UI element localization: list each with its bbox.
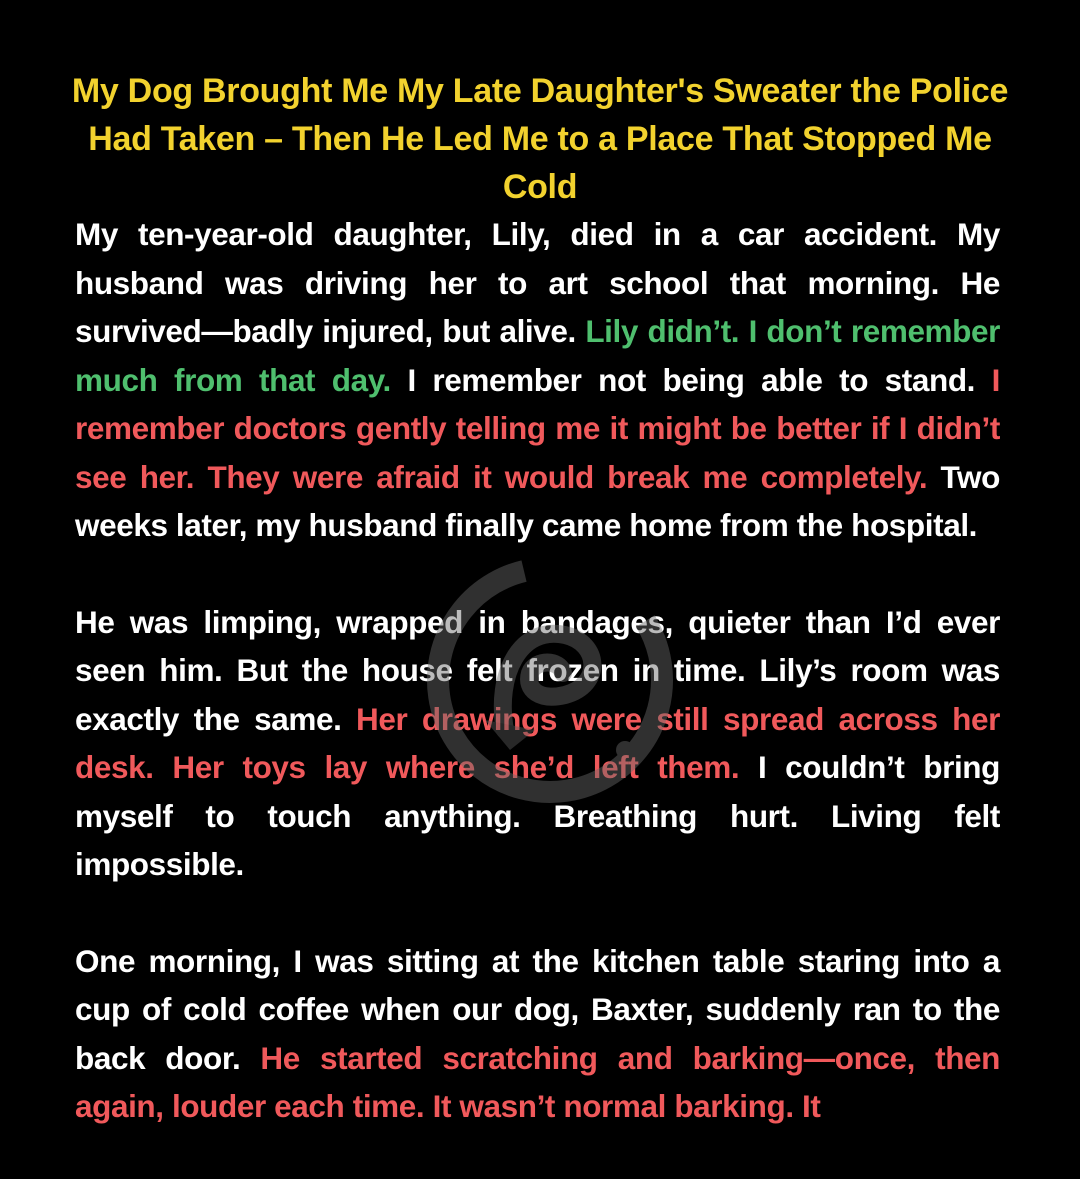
paragraph-2 <box>75 598 1000 889</box>
highlight-green-segment: Lily didn’t. I don’t remember much from that day. <box>75 313 1000 398</box>
text-segment: He was limping, wrapped in bandages, quieter than I’d ever seen him. But the house felt frozen in time. Lily’s room was exactly the same. <box>75 603 1000 737</box>
text-segment: My ten-year-old daughter, Lily, died in a car accident. My husband was driving her to art school that morning. He survived—badly injured, but alive. <box>75 216 1000 349</box>
text-segment: Two weeks later, my husband finally came home from the hospital. <box>75 458 1000 543</box>
paragraph-3 <box>75 937 1000 1131</box>
highlight-red-segment: Her drawings were still spread across her desk. Her toys lay where she’d left them. <box>75 700 1000 785</box>
highlight-red-segment: I remember doctors gently telling me it might be better if I didn’t see her. They were afraid it would break me completely. <box>75 361 1000 495</box>
text-segment: One morning, I was sitting at the kitchen table staring into a cup of cold coffee when our dog, Baxter, suddenly ran to the back door. <box>75 942 1000 1076</box>
story-title: My Dog Brought Me My Late Daughter's Sweater the Police Had Taken – Then He Led Me to a Place That Stopped Me Cold <box>71 71 1009 206</box>
story-body <box>75 210 1000 1179</box>
text-segment: I remember not being able to stand. <box>390 361 992 398</box>
text-segment: I couldn’t bring myself to touch anything. Breathing hurt. Living felt impossible. <box>75 749 1000 882</box>
highlight-red-segment: He started scratching and barking—once, then again, louder each time. It wasn’t normal barking. It <box>75 1039 1000 1124</box>
paragraph-1 <box>75 210 1000 550</box>
